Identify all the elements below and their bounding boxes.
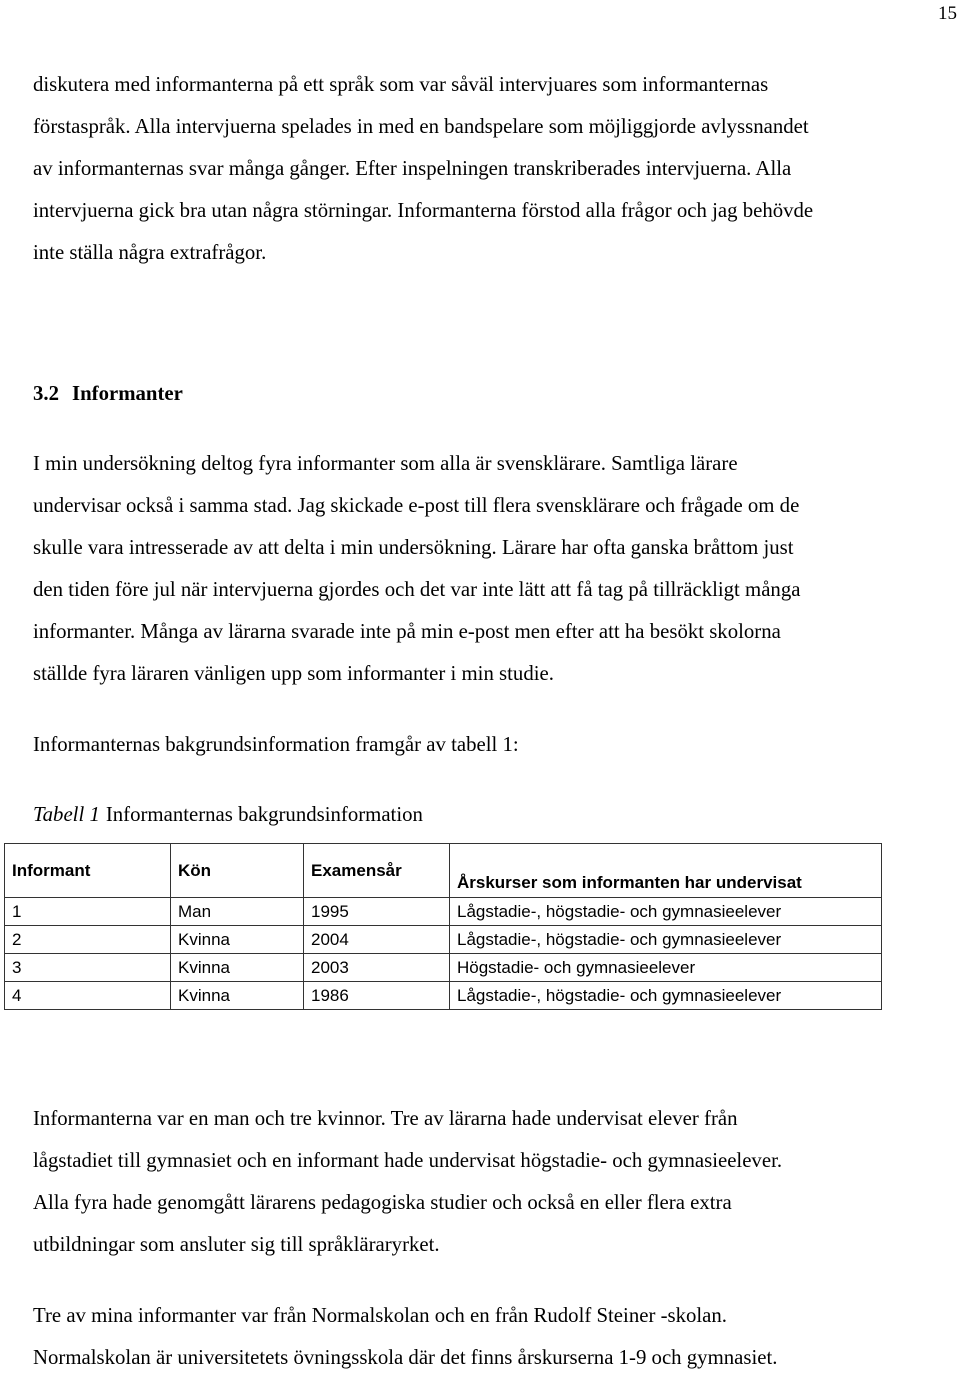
paragraph-line: undervisar också i samma stad. Jag skickade e-post till flera svensklärare och frågade om de: [33, 494, 800, 517]
table-cell: 2: [5, 926, 171, 954]
section-heading: [33, 380, 183, 408]
paragraph-line: Informanterna var en man och tre kvinnor. Tre av lärarna hade undervisat elever från: [33, 1107, 738, 1130]
intro-paragraph: [33, 71, 813, 267]
section-paragraph: [33, 450, 800, 688]
table-cell: Man: [171, 898, 304, 926]
table-row: [5, 954, 882, 982]
table-caption-text: Informanternas bakgrundsinformation: [105, 803, 423, 826]
paragraph-line: Normalskolan är universitetets övningsskola där det finns årskurserna 1-9 och gymnasiet.: [33, 1346, 778, 1369]
table-cell: 1995: [304, 898, 450, 926]
table-caption-line: [33, 801, 423, 829]
table-reference-paragraph: [33, 731, 519, 759]
table-cell: Kvinna: [171, 926, 304, 954]
table-header-row: [5, 844, 882, 898]
section-heading-line: [33, 380, 183, 408]
table-cell: 1986: [304, 982, 450, 1010]
table-header-cell-informant: Informant: [5, 844, 171, 898]
page-number: 15: [938, 3, 957, 24]
paragraph-line: diskutera med informanterna på ett språk som var såväl intervjuares som informanternas: [33, 73, 769, 96]
summary-paragraph: [33, 1105, 782, 1259]
table-reference-text: Informanternas bakgrundsinformation framgår av tabell 1:: [33, 733, 519, 756]
paragraph-line: I min undersökning deltog fyra informanter som alla är svensklärare. Samtliga lärare: [33, 452, 738, 475]
table-cell: Lågstadie-, högstadie- och gymnasieelever: [450, 982, 882, 1010]
table-caption: [33, 801, 423, 829]
paragraph-line: Alla fyra hade genomgått lärarens pedagogiska studier och också en eller flera extra: [33, 1191, 732, 1214]
table-header-cell-arskurser: Årskurser som informanten har undervisat: [450, 844, 882, 898]
table-cell: Kvinna: [171, 954, 304, 982]
paragraph-line: inte ställa några extrafrågor.: [33, 241, 267, 264]
table-caption-label: Tabell 1: [33, 803, 100, 826]
paragraph-line: utbildningar som ansluter sig till språkläraryrket.: [33, 1233, 440, 1256]
paragraph-line: Tre av mina informanter var från Normalskolan och en från Rudolf Steiner -skolan.: [33, 1304, 727, 1327]
table-cell: 1: [5, 898, 171, 926]
table-cell: Lågstadie-, högstadie- och gymnasieelever: [450, 926, 882, 954]
table-header-cell-examensar: Examensår: [304, 844, 450, 898]
table-cell: 2004: [304, 926, 450, 954]
table-row: [5, 898, 882, 926]
paragraph-line: intervjuerna gick bra utan några störningar. Informanterna förstod alla frågor och jag behövde: [33, 199, 814, 222]
informant-table: [4, 843, 882, 1010]
paragraph-line: lågstadiet till gymnasiet och en informant hade undervisat högstadie- och gymnasieelever.: [33, 1149, 783, 1172]
table-cell: Högstadie- och gymnasieelever: [450, 954, 882, 982]
table-cell: 3: [5, 954, 171, 982]
paragraph-line: informanter. Många av lärarna svarade inte på min e-post men efter att ha besökt skolorna: [33, 620, 781, 643]
paragraph-line: den tiden före jul när intervjuerna gjordes och det var inte lätt att få tag på tillräckligt många: [33, 578, 801, 601]
paragraph-line: av informanternas svar många gånger. Efter inspelningen transkriberades intervjuerna. Alla: [33, 157, 792, 180]
table-cell: Lågstadie-, högstadie- och gymnasieelever: [450, 898, 882, 926]
paragraph-line: ställde fyra läraren vänligen upp som informanter i min studie.: [33, 662, 554, 685]
table-cell: 2003: [304, 954, 450, 982]
table-header-cell-kon: Kön: [171, 844, 304, 898]
table-cell: Kvinna: [171, 982, 304, 1010]
section-number: 3.2: [33, 382, 59, 405]
paragraph-line: förstaspråk. Alla intervjuerna spelades in med en bandspelare som möjliggjorde avlyssnandet: [33, 115, 809, 138]
paragraph-line: skulle vara intresserade av att delta i min undersökning. Lärare har ofta ganska bråttom just: [33, 536, 794, 559]
table-row: [5, 926, 882, 954]
schools-paragraph: [33, 1302, 777, 1372]
table-row: [5, 982, 882, 1010]
table-cell: 4: [5, 982, 171, 1010]
section-title: Informanter: [72, 382, 183, 405]
